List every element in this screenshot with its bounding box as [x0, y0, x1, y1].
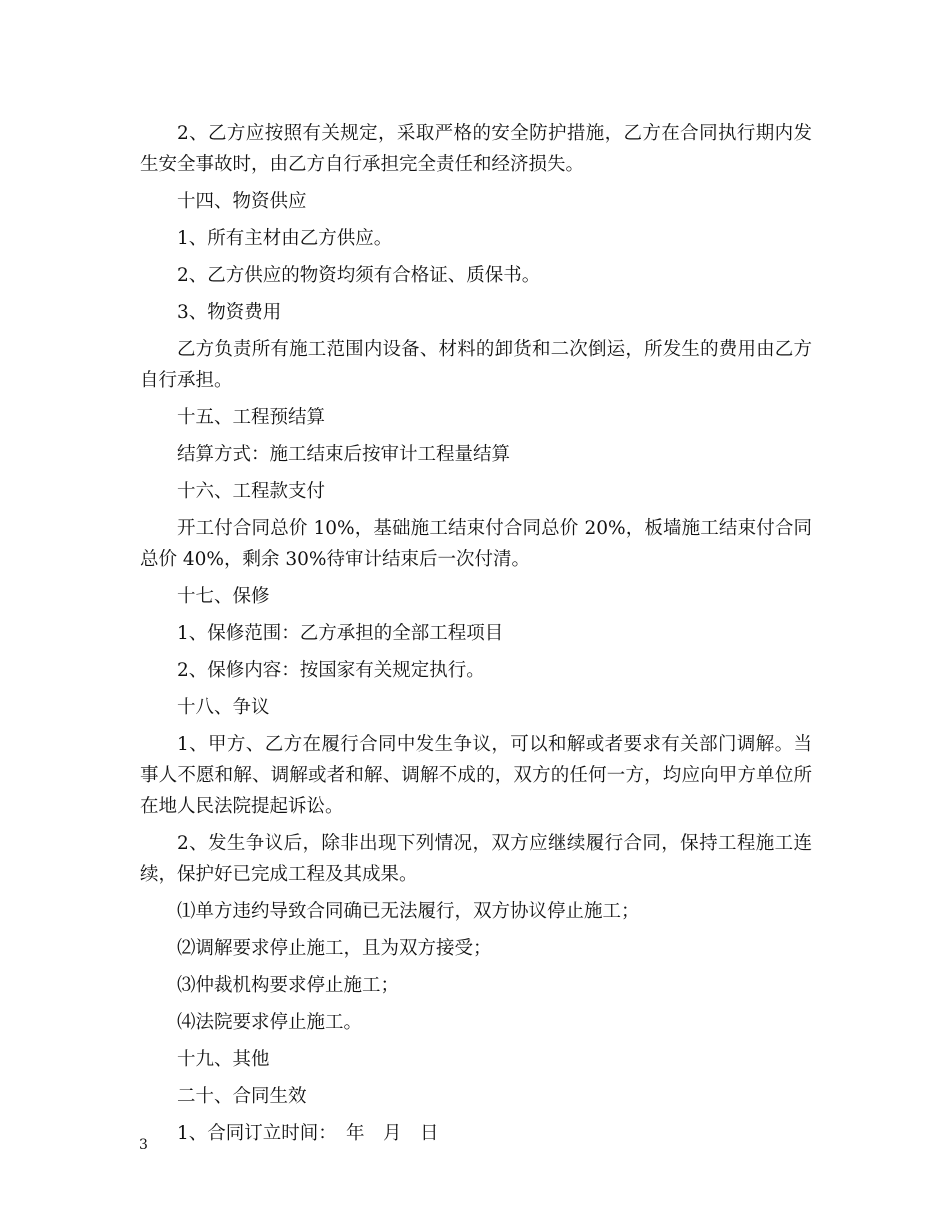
paragraph: 1、所有主材由乙方供应。: [177, 228, 393, 249]
paragraph: 2、保修内容：按国家有关规定执行。: [177, 660, 485, 681]
list-item: ⑷法院要求停止施工。: [177, 1012, 363, 1033]
paragraph: 1、甲方、乙方在履行合同中发生争议，可以和解或者要求有关部门调解。当事人不愿和解、调解或者和解、调解不成的，双方的任何一方，均应向甲方单位所在地人民法院提起诉讼。: [140, 734, 812, 817]
list-item: ⑴单方违约导致合同确已无法履行，双方协议停止施工；: [177, 901, 640, 922]
section-heading: 十五、工程预结算: [177, 407, 326, 428]
page-number: 3: [139, 1137, 148, 1153]
paragraph: 乙方负责所有施工范围内设备、材料的卸货和二次倒运，所发生的费用由乙方自行承担。: [140, 339, 812, 391]
list-item: ⑶仲裁机构要求停止施工；: [177, 975, 400, 996]
paragraph: 2、乙方应按照有关规定，采取严格的安全防护措施，乙方在合同执行期内发生安全事故时，由乙方自行承担完全责任和经济损失。: [140, 123, 812, 175]
paragraph: 1、保修范围：乙方承担的全部工程项目: [177, 623, 504, 644]
paragraph: 1、合同订立时间： 年 月 日: [177, 1123, 439, 1144]
section-heading: 十七、保修: [177, 586, 270, 607]
section-heading: 十四、物资供应: [177, 191, 307, 212]
section-heading: 十九、其他: [177, 1049, 270, 1070]
section-heading: 二十、合同生效: [177, 1086, 307, 1107]
paragraph: 2、乙方供应的物资均须有合格证、质保书。: [177, 265, 541, 286]
document-body: [140, 118, 812, 1155]
paragraph: 3、物资费用: [177, 302, 282, 323]
section-heading: 十八、争议: [177, 697, 270, 718]
paragraph: 结算方式：施工结束后按审计工程量结算: [177, 444, 511, 465]
list-item: ⑵调解要求停止施工，且为双方接受；: [177, 938, 492, 959]
paragraph: 2、发生争议后，除非出现下列情况，双方应继续履行合同，保持工程施工连续，保护好已完成工程及其成果。: [140, 833, 812, 885]
section-heading: 十六、工程款支付: [177, 481, 326, 502]
paragraph: 开工付合同总价 10%，基础施工结束付合同总价 20%，板墙施工结束付合同总价 40%，剩余 30%待审计结束后一次付清。: [140, 518, 812, 570]
